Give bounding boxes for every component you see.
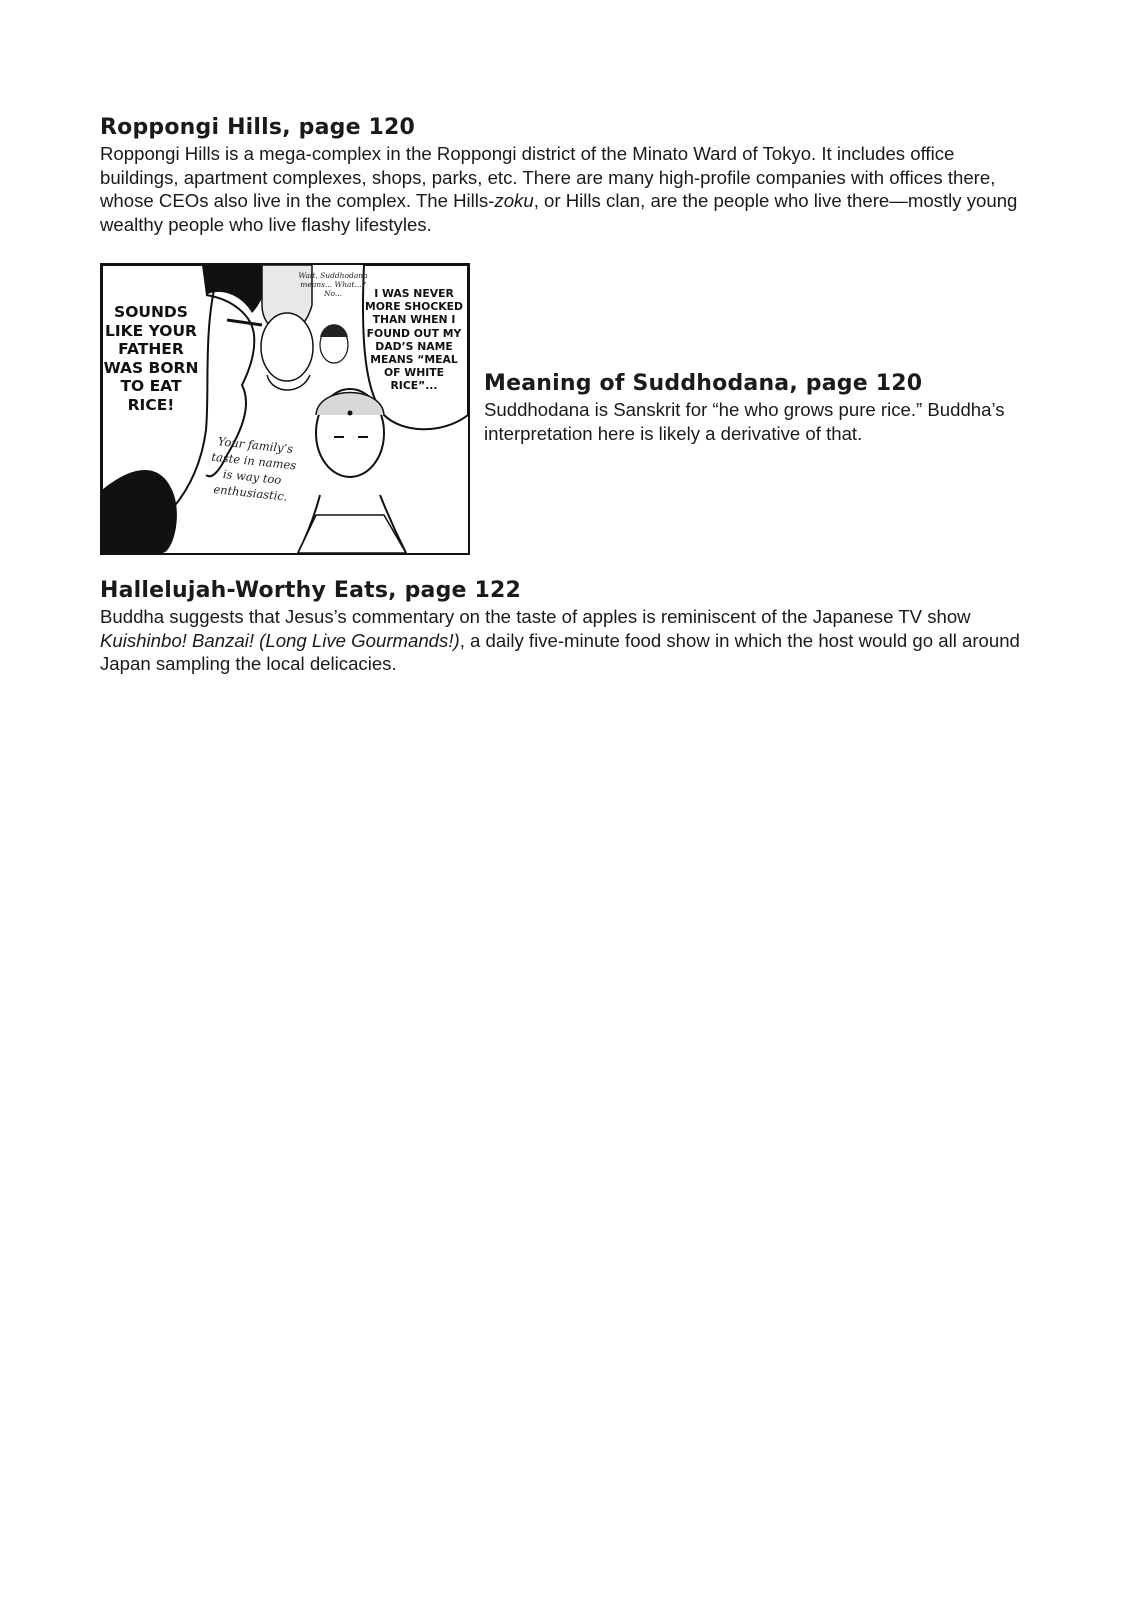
manga-panel-illustration: [100, 263, 470, 555]
note-body-italic-term: zoku: [494, 190, 534, 211]
buddha-urna-dot: [348, 411, 353, 416]
note-title-hallelujah-worthy-eats: Hallelujah-Worthy Eats, page 122: [100, 578, 522, 603]
note-body-text: , a daily five-minute food show in which the host would go all around Japan sampling the local delicacies.: [100, 629, 1020, 674]
note-body-text: Roppongi Hills is a mega-complex in the Roppongi district of the Minato Ward of Tokyo. It includes office buildings, apartment complexes, shops, parks, etc. There are many high-profile companies with offices there, whose CEOs also live in the complex. The Hills-: [100, 143, 996, 211]
note-body-italic-title: Kuishinbo! Banzai! (Long Live Gourmands!): [100, 629, 460, 651]
queen-hair-shape: [320, 324, 348, 337]
king-face-shape: [261, 313, 313, 381]
note-body-roppongi-hills: [100, 142, 1030, 236]
speech-bubble-left-text: SOUNDS LIKE YOUR FATHER WAS BORN TO EAT RICE!: [103, 303, 199, 414]
note-body-text: , or Hills clan, are the people who live there—mostly young wealthy people who live flashy lifestyles.: [100, 190, 1018, 235]
note-body-hallelujah-worthy-eats: [100, 605, 1030, 676]
hair-shape-bottom-left: [102, 470, 177, 553]
note-title-suddhodana: Meaning of Suddhodana, page 120: [484, 371, 923, 396]
aside-handwritten-bottom: Your family’s taste in names is way too enthusiastic.: [210, 434, 297, 504]
glasses-shape: [227, 320, 262, 325]
aside-handwritten-top: Wait, Suddhodana means... What...? No...: [298, 271, 368, 298]
note-body-suddhodana: Suddhodana is Sanskrit for “he who grows pure rice.” Buddha’s interpretation here is likely a derivative of that.: [484, 399, 1005, 444]
note-title-roppongi-hills: Roppongi Hills, page 120: [100, 115, 416, 140]
note-body-text: Buddha suggests that Jesus’s commentary on the taste of apples is reminiscent of the Japanese TV show: [100, 606, 971, 627]
speech-bubble-right-text: I WAS NEVER MORE SHOCKED THAN WHEN I FOUND OUT MY DAD’S NAME MEANS “MEAL OF WHITE RICE”...: [365, 287, 463, 393]
